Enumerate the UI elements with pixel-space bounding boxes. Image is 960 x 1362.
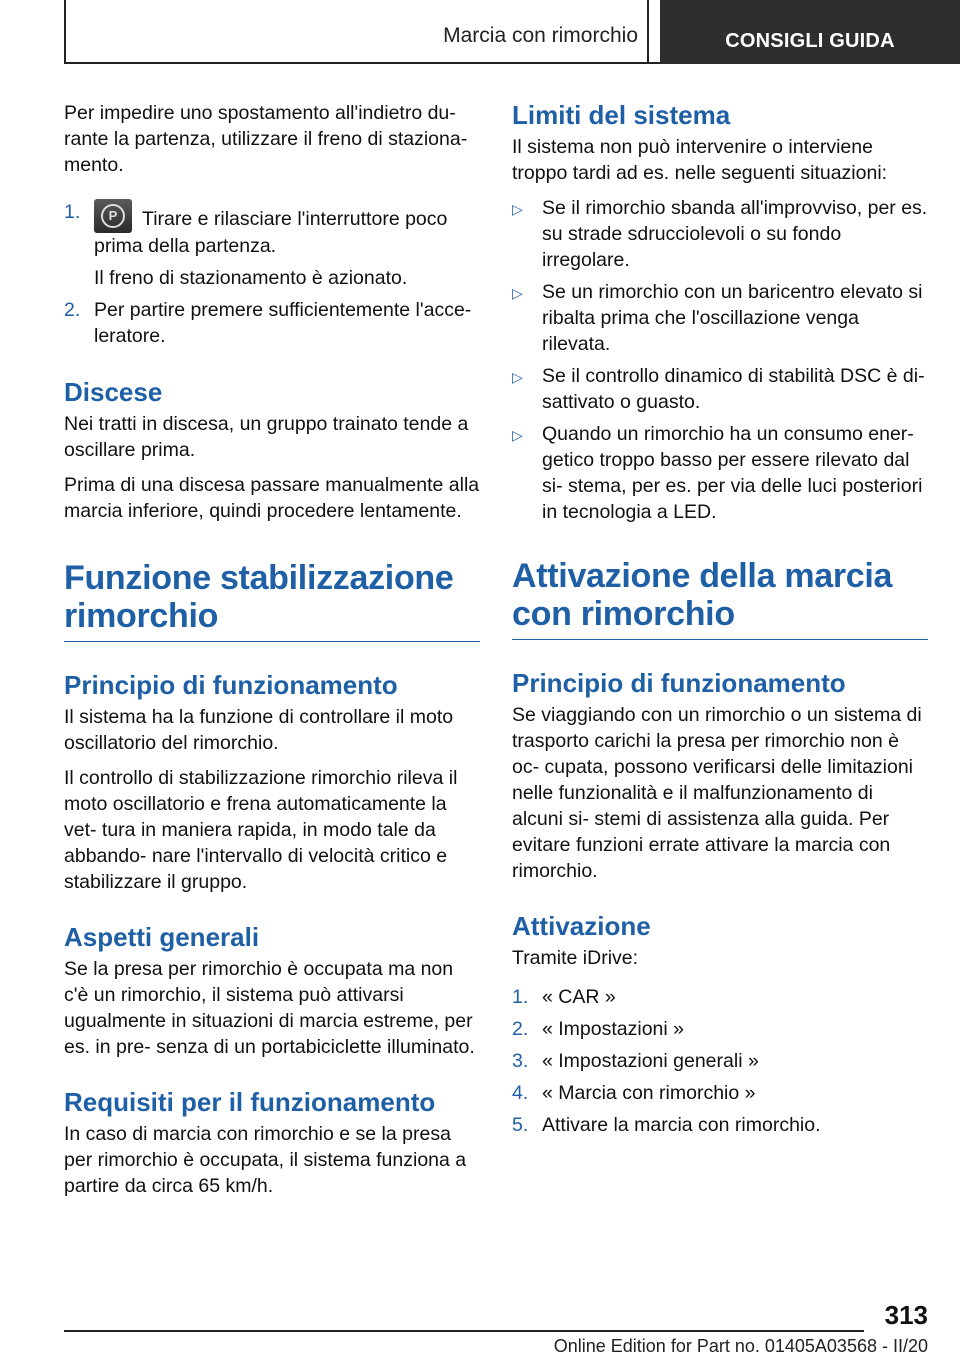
list-item xyxy=(64,199,480,259)
bullet-triangle-icon: ▷ xyxy=(512,285,523,301)
principio-paragraph-1: Il sistema ha la funzione di controllare il moto oscillatorio del rimorchio. xyxy=(64,706,454,754)
step-number: 2. xyxy=(512,1018,529,1040)
step-number: 2. xyxy=(64,299,81,321)
bullet-text: Se il rimorchio sbanda all'improvviso, per es. su strade sdrucciolevoli o su fondo irregolare. xyxy=(542,197,928,271)
bullet-text: Se il controllo dinamico di stabilità DSC è di- sattivato o guasto. xyxy=(542,365,925,413)
heading-attivazione: Attivazione xyxy=(512,911,651,941)
step-number: 1. xyxy=(512,986,529,1008)
left-column xyxy=(64,100,480,1208)
header-chapter-tab xyxy=(660,0,960,64)
step-text: « Impostazioni generali » xyxy=(542,1050,759,1072)
list-item xyxy=(512,1080,928,1106)
bullet-text: Quando un rimorchio ha un consumo ener- getico troppo basso per essere rilevato dal si- stema, per es. per via delle luci posteriori in tecnologia a LED. xyxy=(542,423,923,523)
step-text: Tirare e rilasciare l'interruttore poco prima della partenza. xyxy=(94,208,448,257)
attivazione-paragraph: Tramite iDrive: xyxy=(512,947,639,969)
heading-funzione-stabilizzazione: Funzione stabilizzazione rimorchio xyxy=(64,559,480,642)
bullet-triangle-icon: ▷ xyxy=(512,369,523,385)
footer-edition: Online Edition for Part no. 01405A03568 - II/20 xyxy=(553,1336,928,1356)
limiti-list xyxy=(512,195,928,525)
heading-principio-right: Principio di funzionamento xyxy=(512,668,846,698)
header-rule-bottom xyxy=(64,62,660,64)
requisiti-paragraph: In caso di marcia con rimorchio e se la presa per rimorchio è occupata, il sistema funziona a partire da circa 65 km/h. xyxy=(64,1123,467,1197)
step-number: 4. xyxy=(512,1082,529,1104)
step-number: 5. xyxy=(512,1114,529,1136)
limiti-paragraph: Il sistema non può intervenire o interviene troppo tardi ad es. nelle seguenti situazioni: xyxy=(512,136,888,184)
step-text: « CAR » xyxy=(542,986,616,1008)
heading-attivazione-marcia: Attivazione della marcia con rimorchio xyxy=(512,557,928,640)
heading-principio-left: Principio di funzionamento xyxy=(64,670,398,700)
header-chapter-label: CONSIGLI GUIDA xyxy=(725,29,895,52)
list-item xyxy=(512,195,928,273)
page-number: 313 xyxy=(884,1300,928,1330)
heading-discese: Discese xyxy=(64,377,163,407)
principio-paragraph-2: Il controllo di stabilizzazione rimorchio rileva il moto oscillatorio e frena automaticamente la vet- tura in maniera rapida, in modo tale da abbando- nare l'intervallo di velocità critico e stabilizzare il gruppo. xyxy=(64,767,458,893)
list-item xyxy=(512,363,928,415)
bullet-triangle-icon: ▷ xyxy=(512,201,523,217)
discese-paragraph-2: Prima di una discesa passare manualmente alla marcia inferiore, quindi procedere lentamente. xyxy=(64,474,480,522)
step-text: Attivare la marcia con rimorchio. xyxy=(542,1114,821,1136)
bullet-text: Se un rimorchio con un baricentro elevato si ribalta prima che l'oscillazione venga rilevata. xyxy=(542,281,923,355)
list-item xyxy=(512,1016,928,1042)
step-number: 3. xyxy=(512,1050,529,1072)
parking-brake-glyph: P xyxy=(101,204,125,228)
list-item xyxy=(512,421,928,525)
aspetti-paragraph: Se la presa per rimorchio è occupata ma non c'è un rimorchio, il sistema può attivarsi ugualmente in situazioni di marcia estreme, per es. in pre- senza di un portabiciclette illuminato. xyxy=(64,958,475,1058)
list-item xyxy=(512,279,928,357)
header-rule-left xyxy=(64,0,66,64)
attivazione-steps xyxy=(512,984,928,1138)
list-item xyxy=(64,297,480,349)
bullet-triangle-icon: ▷ xyxy=(512,427,523,443)
step-text: Per partire premere sufficientemente l'acce- leratore. xyxy=(94,299,472,347)
heading-aspetti-generali: Aspetti generali xyxy=(64,922,260,952)
header-section-title: Marcia con rimorchio xyxy=(443,24,638,47)
intro-paragraph: Per impedire uno spostamento all'indietro du- rante la partenza, utilizzare il freno di staziona- mento. xyxy=(64,102,468,176)
list-item xyxy=(512,1112,928,1138)
start-steps xyxy=(64,199,480,349)
header-rule-middle xyxy=(647,0,649,64)
right-column xyxy=(512,100,928,1144)
principio-right-paragraph: Se viaggiando con un rimorchio o un sistema di trasporto carichi la presa per rimorchio non è oc- cupata, possono verificarsi delle limitazioni nelle funzionalità e il malfunzionamento di alcuni si- stemi di assistenza alla guida. Per evitare funzioni errate attivare la marcia con rimorchio. xyxy=(512,704,922,882)
step-result: Il freno di stazionamento è azionato. xyxy=(94,267,408,289)
heading-requisiti: Requisiti per il funzionamento xyxy=(64,1087,436,1117)
step-text: « Marcia con rimorchio » xyxy=(542,1082,756,1104)
heading-limiti: Limiti del sistema xyxy=(512,100,731,130)
footer-rule xyxy=(64,1330,864,1332)
list-item xyxy=(512,984,928,1010)
step-text: « Impostazioni » xyxy=(542,1018,684,1040)
list-item xyxy=(512,1048,928,1074)
discese-paragraph-1: Nei tratti in discesa, un gruppo trainato tende a oscillare prima. xyxy=(64,413,469,461)
step-number: 1. xyxy=(64,201,81,223)
parking-brake-icon xyxy=(94,199,132,233)
